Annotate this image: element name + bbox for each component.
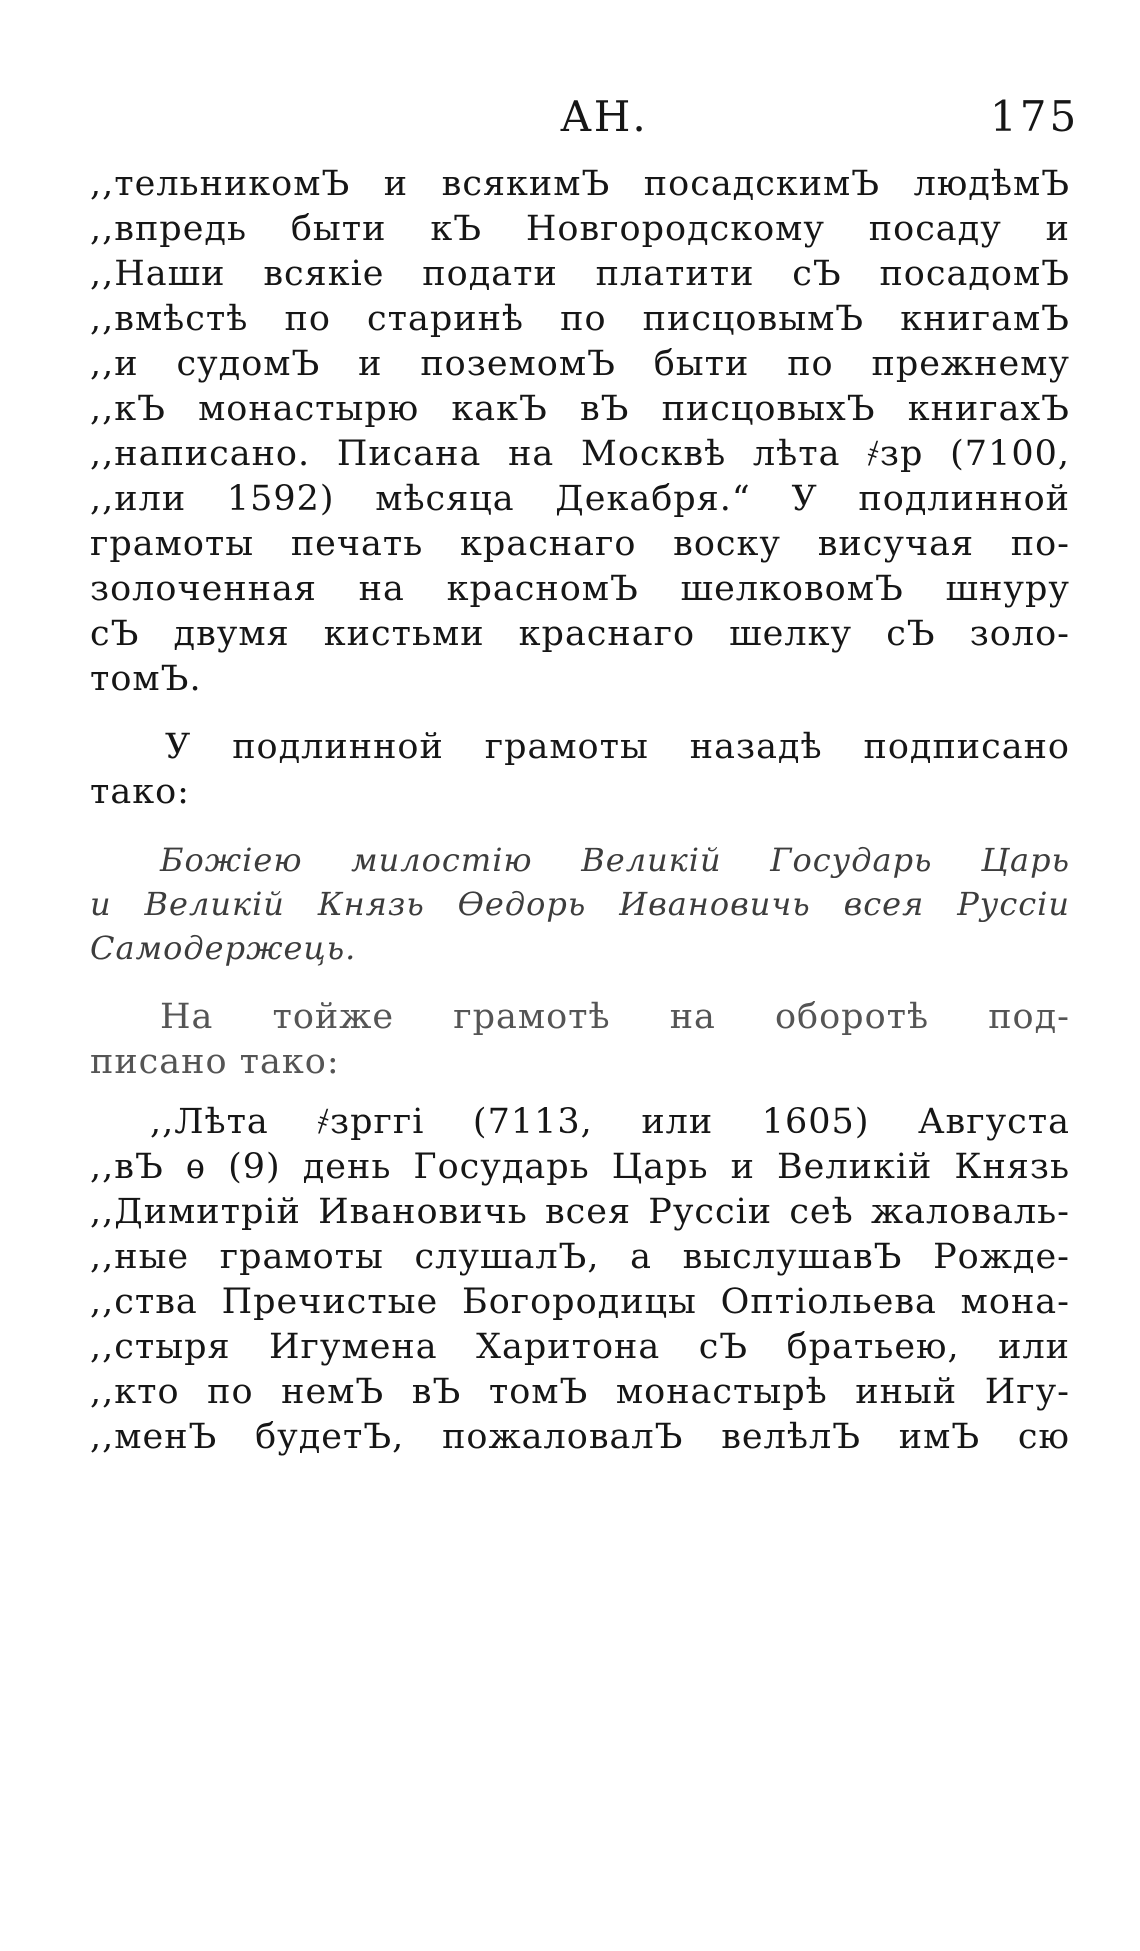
text-line: ,,кЪ монастырю какЪ вЪ писцовыхЪ книгахЪ bbox=[90, 389, 1070, 429]
text-line: сЪ двумя кистьми краснаго шелку сЪ золо- bbox=[90, 614, 1070, 654]
text-line: ,,Наши всякіе подати платити сЪ посадомЪ bbox=[90, 254, 1070, 294]
text-line: ,,стыря Игумена Харитона сЪ братьею, или bbox=[90, 1327, 1070, 1367]
text-line: томЪ. bbox=[90, 659, 202, 699]
text-line: На тойже грамотѣ на оборотѣ под- bbox=[160, 997, 1070, 1037]
page-number: 175 bbox=[990, 92, 1080, 141]
text-line: ,,кто по немЪ вЪ томЪ монастырѣ иный Игу- bbox=[90, 1372, 1070, 1412]
text-line: тако: bbox=[90, 772, 190, 812]
text-line: ,,и судомЪ и поземомЪ быти по прежнему bbox=[90, 344, 1070, 384]
text-line: ,,ные грамоты слушалЪ, а выслушавЪ Рожде- bbox=[90, 1237, 1070, 1277]
text-line: Божіею милостію Великій Государь Царь bbox=[160, 841, 1070, 879]
running-head: АН. bbox=[560, 92, 648, 141]
text-line: ,,Димитрій Ивановичь всея Руссіи сеѣ жаловаль- bbox=[90, 1192, 1070, 1232]
text-line: У подлинной грамоты назадѣ подписано bbox=[165, 727, 1070, 767]
text-line: ,,вмѣстѣ по старинѣ по писцовымЪ книгамЪ bbox=[90, 299, 1070, 339]
text-line: ,,вЪ ѳ (9) день Государь Царь и Великій Князь bbox=[90, 1147, 1070, 1187]
text-line: ,,Лѣта ҂зрггі (7113, или 1605) Августа bbox=[150, 1102, 1070, 1142]
page-header bbox=[0, 92, 1140, 152]
text-line: ,,написано. Писана на Москвѣ лѣта ҂зр (7100, bbox=[90, 434, 1070, 474]
text-line: ,,впредь быти кЪ Новгородскому посаду и bbox=[90, 209, 1070, 249]
text-line: Самодержець. bbox=[90, 929, 357, 967]
text-line: грамоты печать краснаго воску висучая по- bbox=[90, 524, 1070, 564]
text-line: ,,тельникомЪ и всякимЪ посадскимЪ людѣмЪ bbox=[90, 164, 1070, 204]
text-line: золоченная на красномЪ шелковомЪ шнуру bbox=[90, 569, 1070, 609]
text-line: и Великій Князь Ѳедорь Ивановичь всея Руссіи bbox=[90, 885, 1070, 923]
text-line: ,,ства Пречистые Богородицы Оптіольева мона- bbox=[90, 1282, 1070, 1322]
text-line: писано тако: bbox=[90, 1042, 340, 1082]
text-line: ,,менЪ будетЪ, пожаловалЪ велѣлЪ имЪ сю bbox=[90, 1417, 1070, 1457]
text-line: ,,или 1592) мѣсяца Декабря.“ У подлинной bbox=[90, 479, 1070, 519]
